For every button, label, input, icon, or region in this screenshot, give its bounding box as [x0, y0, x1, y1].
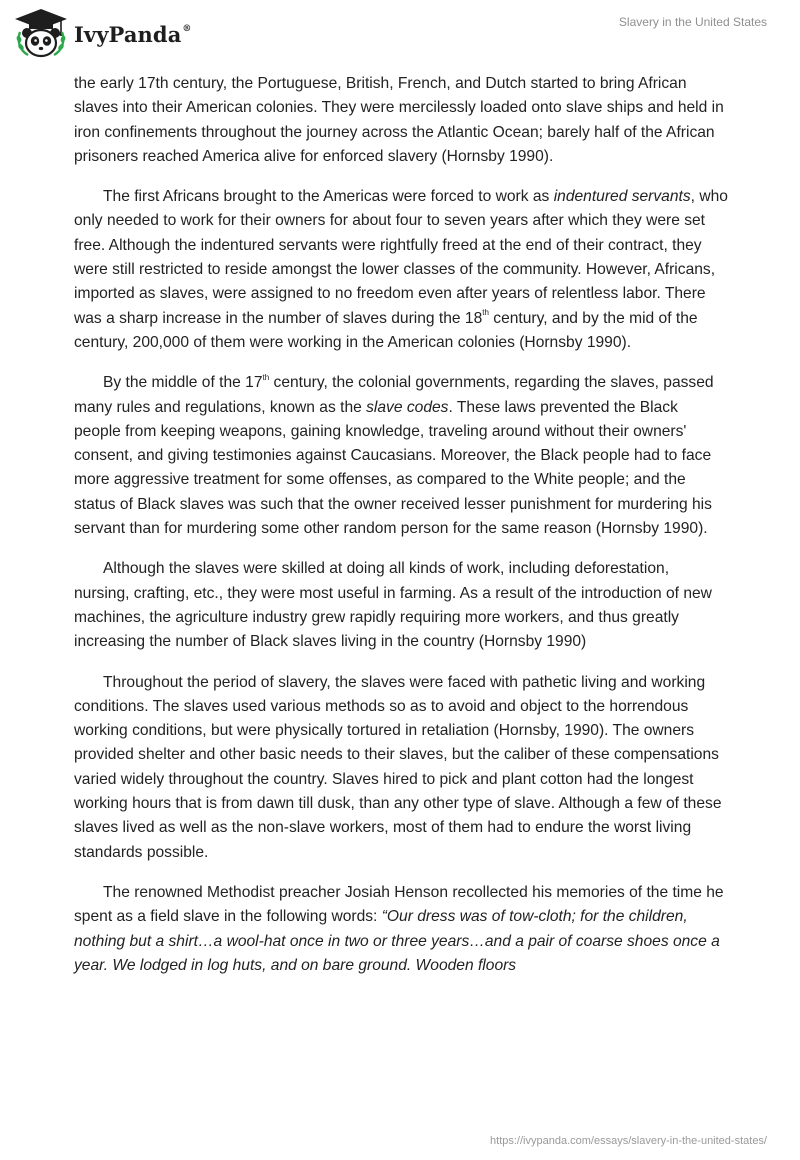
page-header — [0, 0, 800, 70]
quotation: “Our dress was of tow-cloth; for the children, nothing but a shirt…a wool-hat once in two or three years…and a pair of coarse shoes once a year. We lodged in log huts, and on bare ground. Wooden floors — [74, 908, 720, 974]
paragraph: By the middle of the 17th century, the colonial governments, regarding the slaves, passed many rules and regulations, known as the slave codes. These laws prevented the Black people from keeping weapons, gaining knowledge, traveling around without their owners' consent, and giving testimonies against Caucasians. Moreover, the Black people had to face more aggressive treatment for some offenses, as compared to the White people; and the status of Black slaves was such that the owner received lesser punishment for murdering his servant than for murdering some other random person for the same reason (Hornsby 1990). — [74, 373, 714, 538]
paragraph: Although the slaves were skilled at doing all kinds of work, including deforestation, nursing, crafting, etc., they were most useful in farming. As a result of the introduction of new machines, the agriculture industry grew rapidly requiring more workers, and thus greatly increasing the number of Black slaves living in the country (Hornsby 1990) — [74, 560, 712, 651]
essay-body — [74, 72, 728, 994]
emphasis-term: indentured servants — [553, 188, 691, 206]
emphasis-term: slave codes — [366, 398, 449, 416]
ordinal-suffix: th — [262, 373, 270, 383]
document-title: Slavery in the United States — [618, 15, 767, 29]
source-url[interactable]: https://ivypanda.com/essays/slavery-in-the-united-states/ — [490, 1135, 767, 1147]
paragraph: the early 17th century, the Portuguese, British, French, and Dutch started to bring African slaves into their American colonies. They were mercilessly loaded onto slave ships and held in iron confinements throughout the journey across the Atlantic Ocean; barely half of the African prisoners reached America alive for enforced slavery (Hornsby 1990). — [74, 75, 724, 165]
paragraph: The renowned Methodist preacher Josiah Henson recollected his memories of the time he spent as a field slave in the following words: “Our dress was of tow-cloth; for the children, nothing but a shirt…a wool-hat once in two or three years…and a pair of coarse shoes once a year. We lodged in log huts, and on bare ground. Wooden floors — [74, 883, 724, 974]
paragraph: The first Africans brought to the Americas were forced to work as indentured servants, who only needed to work for their owners for about four to seven years after which they were set free. Although the indentured servants were rightfully freed at the end of their contract, they were still restricted to reside amongst the lower classes of the community. However, Africans, imported as slaves, were assigned to no freedom even after years of relentless labor. There was a sharp increase in the number of slaves during the 18th century, and by the mid of the century, 200,000 of them were working in the American colonies (Hornsby 1990). — [74, 188, 728, 351]
brand-name: IvyPanda® — [74, 21, 192, 47]
paragraph: Throughout the period of slavery, the slaves were faced with pathetic living and working conditions. The slaves used various methods so as to avoid and object to the horrendous working conditions, but were physically tortured in retaliation (Hornsby, 1990). The owners provided shelter and other basic needs to their slaves, but the caliber of these compensations varied widely throughout the country. Slaves hired to pick and plant cotton had the longest working hours that is from dawn till dusk, than any other type of slave. Although a few of these slaves lived as well as the non-slave workers, most of them had to endure the worst living standards possible. — [74, 673, 722, 861]
ordinal-suffix: th — [482, 308, 489, 318]
panda-logo-icon — [14, 8, 68, 58]
brand-logo[interactable] — [14, 8, 192, 58]
